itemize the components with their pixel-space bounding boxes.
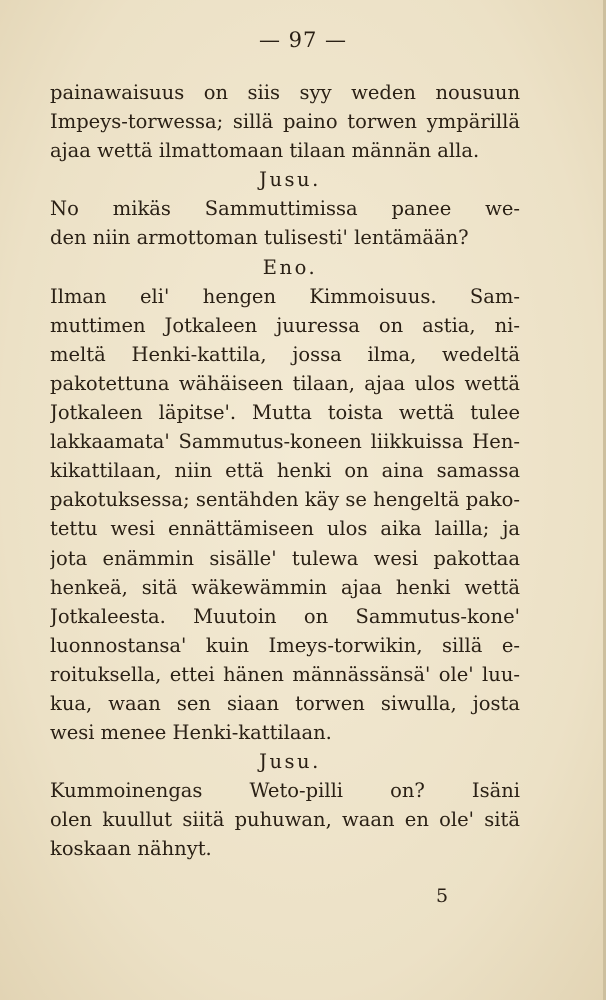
text-line: luonnostansa' kuin Imeys-torwikin, sillä e-: [50, 633, 520, 657]
text-line: Impeys-torwessa; sillä paino torwen ympärillä: [50, 110, 520, 134]
text-line: muttimen Jotkaleen juuressa on astia, ni-: [50, 313, 520, 337]
text-line: jota enämmin sisälle' tulewa wesi pakottaa: [50, 546, 520, 570]
page-number-header: — 97 —: [258, 28, 348, 52]
body-text: [50, 78, 520, 864]
text-line: ajaa wettä ilmattomaan tilaan männän alla.: [50, 139, 480, 163]
text-line: henkeä, sitä wäkewämmin ajaa henki wettä: [50, 575, 520, 599]
text-line: Ilman eli' hengen Kimmoisuus. Sam-: [50, 284, 520, 308]
text-line: den niin armottoman tulisesti' lentämään?: [50, 226, 469, 250]
text-line: No mikäs Sammuttimissa panee we-: [50, 197, 520, 221]
text-line: pakotettuna wähäiseen tilaan, ajaa ulos wettä: [50, 371, 520, 395]
speaker-name: Jusu.: [259, 750, 321, 774]
speaker-name: Jusu.: [259, 168, 321, 192]
text-line: Jotkaleesta. Muutoin on Sammutus-kone': [50, 604, 520, 628]
text-line: roituksella, ettei hänen männässänsä' ole' luu-: [50, 662, 520, 686]
text-line: Kummoinengas Weto-pilli on? Isäni: [50, 779, 520, 803]
text-line: pakotuksessa; sentähden käy se hengeltä pako-: [50, 488, 520, 512]
text-line: koskaan nähnyt.: [50, 837, 212, 861]
text-line: tettu wesi ennättämiseen ulos aika lailla; ja: [50, 517, 520, 541]
text-line: kikattilaan, niin että henki on aina samassa: [50, 459, 520, 483]
text-line: olen kuullut siitä puhuwan, waan en ole' sitä: [50, 808, 520, 832]
text-line: wesi menee Henki-kattilaan.: [50, 721, 332, 745]
text-line: kua, waan sen siaan torwen siwulla, josta: [50, 691, 520, 715]
text-line: meltä Henki-kattila, jossa ilma, wedeltä: [50, 342, 520, 366]
text-line: Jotkaleen läpitse'. Mutta toista wettä tulee: [50, 401, 520, 425]
speaker-name: Eno.: [262, 255, 318, 279]
text-line: painawaisuus on siis syy weden nousuun: [50, 81, 520, 104]
signature-mark: 5: [436, 885, 449, 907]
text-line: lakkaamata' Sammutus-koneen liikkuissa Hen-: [50, 430, 520, 454]
